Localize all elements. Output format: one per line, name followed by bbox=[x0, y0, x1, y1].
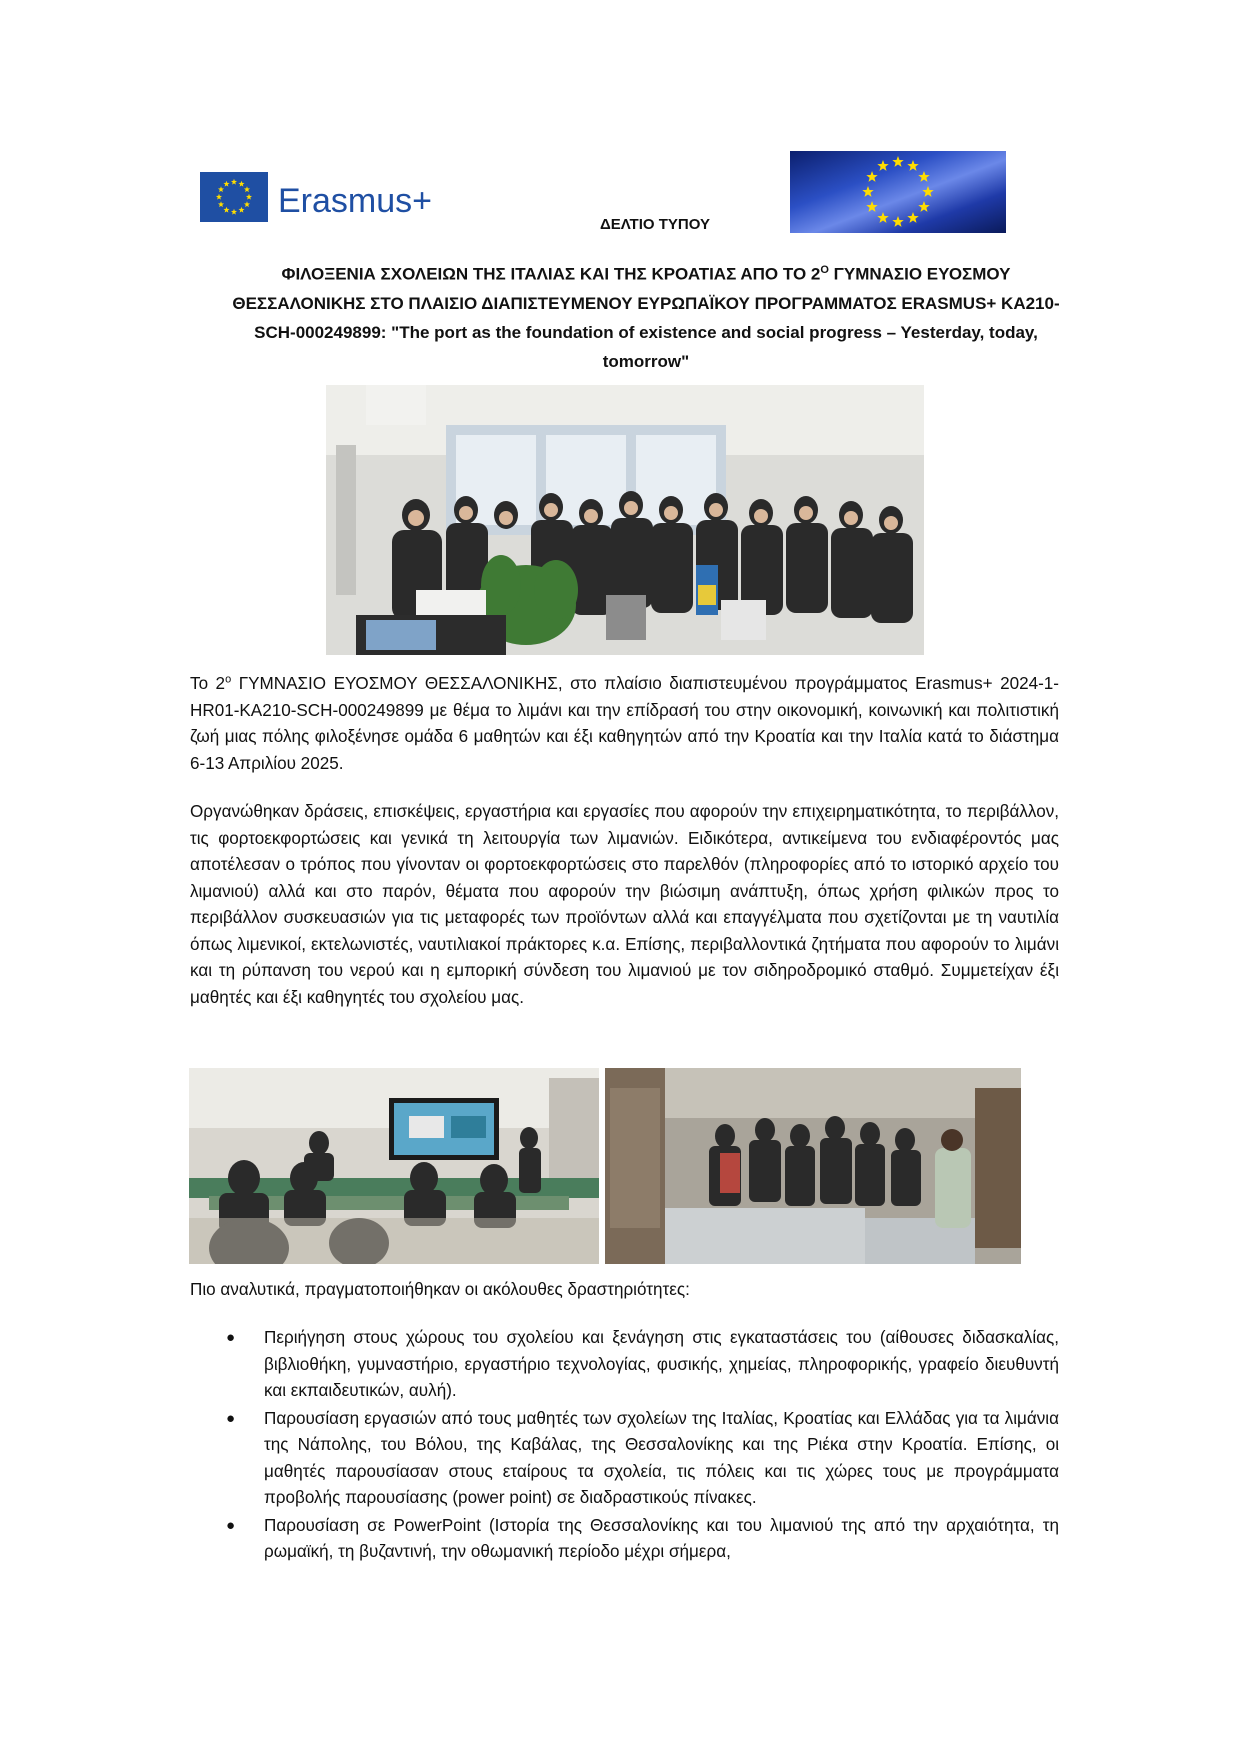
list-item-text: Παρουσίαση εργασιών από τους μαθητές των σχολείων της Ιταλίας, Κροατίας και Ελλάδας για τα λιμάνια της Νάπολης, του Βόλου, της Καβάλας, της Θεσσαλονίκης και της Ριέκα στην Κροατία. Επίσης, οι μαθητές παρουσίασαν στους εταίρους τα σχολεία, τις πόλεις και τις χώρες τους με προγράμματα προβολής παρουσίασης (power point) σε διαδραστικούς πίνακες. bbox=[264, 1408, 1059, 1507]
group-photo bbox=[326, 385, 924, 655]
headline bbox=[226, 256, 1066, 376]
paragraph-intro bbox=[190, 671, 1059, 777]
list-item-text: Περιήγηση στους χώρους του σχολείου και ξενάγηση στις εγκαταστάσεις του (αίθουσες διδασκαλίας, βιβλιοθήκη, γυμναστήριο, εργαστήριο τεχνολογίας, φυσικής, χημείας, πληροφορικής, γραφείο διευθυντή και εκπαιδευτικών, αυλή). bbox=[264, 1328, 1059, 1400]
paragraph-intro-sup: ο bbox=[225, 673, 232, 686]
bullet-icon: ● bbox=[226, 1516, 236, 1534]
activities-intro: Πιο αναλυτικά, πραγματοποιήθηκαν οι ακόλουθες δραστηριότητες: bbox=[190, 1280, 690, 1299]
museum-photo bbox=[605, 1068, 1021, 1264]
press-release-label: ΔΕΛΤΙΟ ΤΥΠΟΥ bbox=[600, 216, 710, 233]
list-item bbox=[190, 1325, 1059, 1405]
headline-part1: ΦΙΛΟΞΕΝΙΑ ΣΧΟΛΕΙΩΝ ΤΗΣ ΙΤΑΛΙΑΣ ΚΑΙ ΤΗΣ ΚΡΟΑΤΙΑΣ ΑΠΟ ΤΟ 2 bbox=[281, 264, 821, 284]
erasmus-logo bbox=[200, 172, 432, 222]
list-item bbox=[190, 1513, 1059, 1566]
bullet-icon: ● bbox=[226, 1409, 236, 1427]
headline-superscript: Ο bbox=[820, 264, 829, 276]
paragraph-intro-b: ΓΥΜΝΑΣΙΟ ΕΥΟΣΜΟΥ ΘΕΣΣΑΛΟΝΙΚΗΣ, στο πλαίσιο διαπιστευμένου προγράμματος Erasmus+ 2024-1-HR01-KA210-SCH-000249899 με θέμα το λιμάνι και την επίδρασή του στην οικονομική, κοινωνική και πολιτιστική ζωή μιας πόλης φιλοξένησε ομάδα 6 μαθητών και έξι καθηγητών από την Κροατία και την Ιταλία κατά το διάστημα 6-13 Απριλίου 2025. bbox=[190, 674, 1060, 773]
paragraph-activities: Οργανώθηκαν δράσεις, επισκέψεις, εργαστήρια και εργασίες που αφορούν την επιχειρηματικότητα, το περιβάλλον, τις φορτοεκφορτώσεις και γενικά τη λειτουργία των λιμανιών. Ειδικότερα, αντικείμενα του ενδιαφέροντός μας αποτέλεσαν ο τρόπος που γίνονταν οι φορτοεκφορτώσεις στο παρελθόν (πληροφορίες από το ιστορικό αρχείο του λιμανιού) αλλά και στο παρόν, θέματα που αφορούν την βιώσιμη ανάπτυξη, όπως χρήση φιλικών προς το περιβάλλον συσκευασιών για τις μεταφορές των προϊόντων αλλά και επαγγέλματα που σχετίζονται με τη ναυτιλία όπως λιμενικοί, εκτελωνιστές, ναυτιλιακοί πράκτορες κ.α. Επίσης, περιβαλλοντικά ζητήματα που αφορούν το λιμάνι και τη ρύπανση του νερού και η εμπορική σύνδεση του λιμανιού με τον σιδηροδρομικό σταθμό. Συμμετείχαν έξι μαθητές και έξι καθηγητές του σχολείου μας. bbox=[190, 802, 1059, 1007]
list-item-text: Παρουσίαση σε PowerPoint (Ιστορία της Θεσσαλονίκης και του λιμανιού της από την αρχαιότητα, τη ρωμαϊκή, τη βυζαντινή, την οθωμανική περίοδο μέχρι σήμερα, bbox=[264, 1515, 1059, 1561]
headline-part2: ΓΥΜΝΑΣΙΟ ΕΥΟΣΜΟΥ ΘΕΣΣΑΛΟΝΙΚΗΣ ΣΤΟ ΠΛΑΙΣΙΟ ΔΙΑΠΙΣΤΕΥΜΕΝΟΥ ΕΥΡΩΠΑΪΚΟΥ ΠΡΟΓΡΑΜΜΑΤΟΣ ERASMUS+ KA210-SCH-000249899: "The port as the foundation of existence and social progress – Yesterday, today, tomorrow" bbox=[232, 264, 1060, 371]
list-item bbox=[190, 1406, 1059, 1512]
activities-list bbox=[190, 1325, 1059, 1567]
bullet-icon: ● bbox=[226, 1329, 236, 1346]
paragraph-intro-a: Το 2 bbox=[190, 674, 226, 693]
classroom-photo bbox=[189, 1068, 599, 1264]
erasmus-logo-text: Erasmus+ bbox=[278, 182, 432, 220]
